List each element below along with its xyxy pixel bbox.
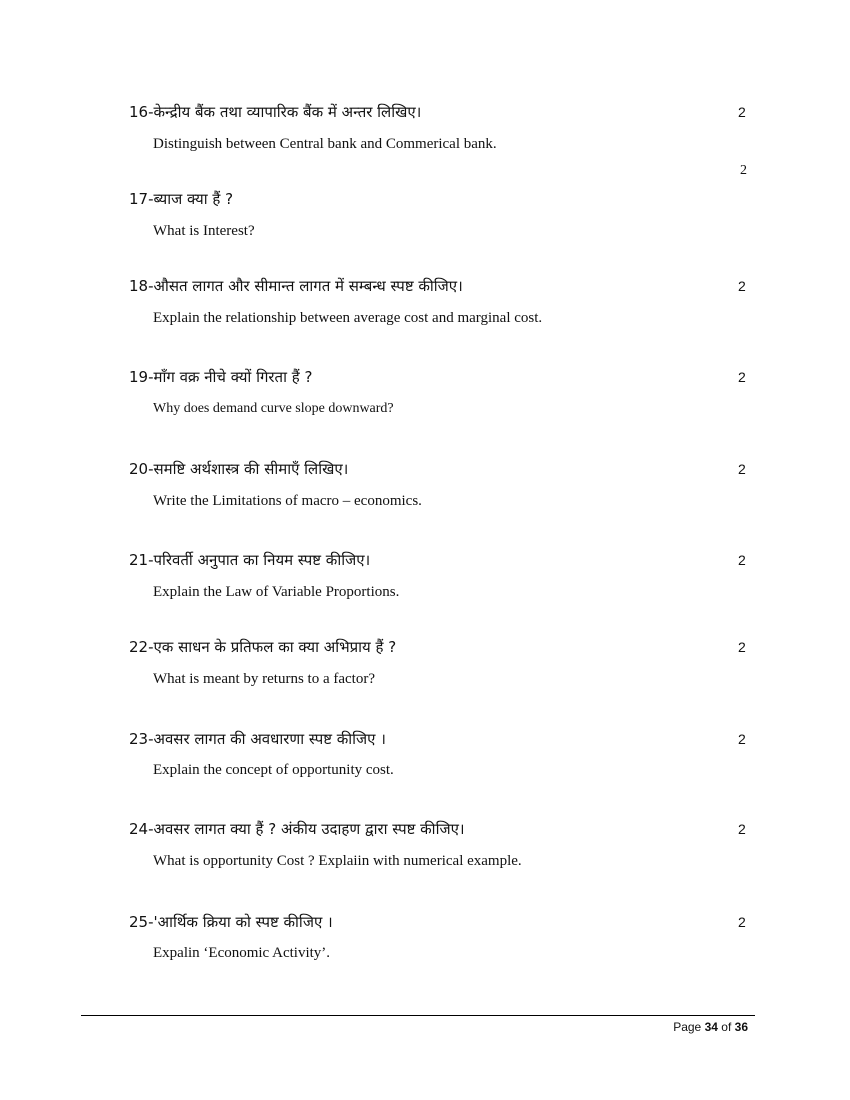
question-17-english: What is Interest? (153, 223, 255, 239)
question-25-english: Expalin ‘Economic Activity’. (153, 945, 331, 961)
question-17-marks: 2 (740, 163, 747, 178)
total-pages: 36 (734, 1020, 748, 1034)
question-22-hindi: 22-एक साधन के प्रतिफल का क्या अभिप्राय हैं ? (129, 638, 397, 656)
question-16-english: Distinguish between Central bank and Commerical bank. (153, 136, 497, 152)
question-18-marks: 2 (738, 278, 746, 294)
question-25-hindi: 25-'आर्थिक क्रिया को स्पष्ट कीजिए । (129, 913, 333, 931)
of-label: of (721, 1020, 732, 1034)
question-16-hindi: 16-केन्द्रीय बैंक तथा व्यापारिक बैंक में अन्तर लिखिए। (129, 103, 422, 121)
question-21-marks: 2 (738, 552, 746, 568)
page-label: Page (673, 1020, 702, 1034)
question-20-english: Write the Limitations of macro – economics. (153, 493, 422, 509)
question-24-marks: 2 (738, 821, 746, 837)
question-19-hindi: 19-माँग वक्र नीचे क्यों गिरता हैं ? (129, 368, 313, 386)
page-number (673, 1018, 748, 1036)
question-24-english: What is opportunity Cost ? Explaiin with numerical example. (153, 853, 522, 869)
question-18-english: Explain the relationship between average cost and marginal cost. (153, 310, 543, 326)
question-20-marks: 2 (738, 461, 746, 477)
question-21-hindi: 21-परिवर्ती अनुपात का नियम स्पष्ट कीजिए। (129, 551, 371, 569)
question-17-hindi: 17-ब्याज क्या हैं ? (129, 190, 234, 208)
footer-divider (81, 1015, 755, 1016)
current-page: 34 (704, 1020, 718, 1034)
question-22-english: What is meant by returns to a factor? (153, 671, 375, 687)
question-22-marks: 2 (738, 639, 746, 655)
question-23-marks: 2 (738, 731, 746, 747)
question-24-hindi: 24-अवसर लागत क्या हैं ? अंकीय उदाहण द्वारा स्पष्ट कीजिए। (129, 820, 465, 838)
question-18-hindi: 18-औसत लागत और सीमान्त लागत में सम्बन्ध स्पष्ट कीजिए। (129, 277, 463, 295)
question-21-english: Explain the Law of Variable Proportions. (153, 584, 400, 600)
question-25-marks: 2 (738, 914, 746, 930)
question-19-marks: 2 (738, 369, 746, 385)
question-16-marks: 2 (738, 104, 746, 120)
question-23-hindi: 23-अवसर लागत की अवधारणा स्पष्ट कीजिए । (129, 730, 386, 748)
question-20-hindi: 20-समष्टि अर्थशास्त्र की सीमाएँ लिखिए। (129, 460, 349, 478)
question-19-english: Why does demand curve slope downward? (153, 401, 394, 416)
question-23-english: Explain the concept of opportunity cost. (153, 762, 394, 778)
